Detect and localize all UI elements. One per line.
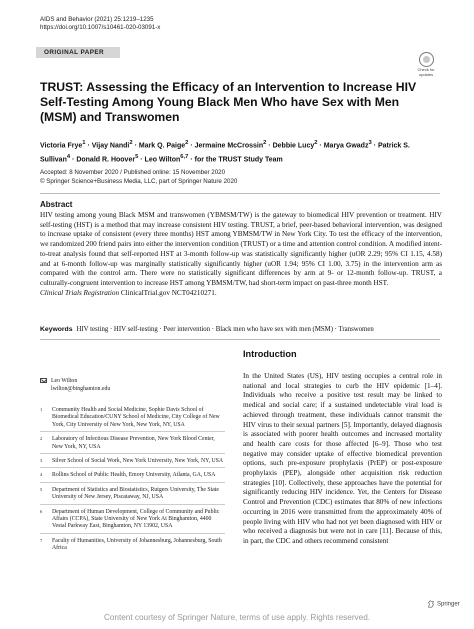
study-team: for the TRUST Study Team (194, 156, 283, 164)
check-updates-label-2: updates (418, 71, 434, 77)
publication-dates (40, 169, 237, 186)
copyright-footer: Content courtesy of Springer Nature, terms of use apply. Rights reserved. (103, 613, 371, 622)
keywords (40, 325, 442, 334)
author-name[interactable]: Vijay Nandi (91, 142, 130, 150)
affiliation-item: 5 Department of Statistics and Biostatistics, Rutgers University, The State University of New Jersey, Piscataway, NJ, USA (40, 482, 225, 502)
journal-reference (40, 16, 160, 32)
affiliation-item: 4 Rollins School of Public Health, Emory University, Atlanta, GA, USA (40, 467, 225, 479)
check-updates-label-1: Check for (417, 67, 435, 72)
divider (40, 193, 440, 194)
registration-value: ClinicalTrial.gov NCT04210271. (120, 288, 217, 297)
abstract-heading: Abstract (40, 200, 73, 209)
affiliation-item: 7 Faculty of Humanities, University of Johannesburg, Johannesburg, South Africa (40, 533, 225, 553)
contact-email[interactable]: lwilton@binghamton.edu (51, 385, 111, 392)
copyright-line: © Springer Science+Business Media, LLC, part of Springer Nature 2020 (40, 177, 238, 185)
author-name[interactable]: Patrick S. Sullivan (40, 142, 410, 164)
abstract-text: HIV testing among young Black MSM and transwomen (YBMSM/TW) is the gateway to biomedical HIV prevention or treatment. HIV self-testing (HST) is a method that may increase consistent HIV testing. TRUST, a brief, peer-based behavioral intervention, was designed to increase uptake of consistent (every three months) HST among YBMSM/TW in New York City. To test the efficacy of the intervention, we randomized 200 friend pairs into either the intervention condition (TRUST) or a time and attention control condition. A modified intent-to-treat analysis found that self-reported HST at 3-month follow-up was statistically significantly higher (uOR 2.29; 95% CI 1.15, 4.58) and at 6-month follow-up was marginally statistically significantly higher (uOR 1.94; 95% CI 1.00, 3.75) in the intervention arm as compared with the control arm. There were no statistically significant differences by arm at 9- or 12-month follow-up. TRUST, a culturally-congruent intervention to increase HST among YBMSM/TW, had short-term impact on past-three month HST. (40, 211, 442, 287)
accepted-published-line: Accepted: 8 November 2020 / Published online: 15 November 2020 (40, 169, 226, 176)
affiliation-item: 6 Department of Human Development, College of Community and Public Affairs (CCPA), State University of New York At Binghamton, 4400 Vestal Parkway East, Binghamton, NY 13902, USA (40, 504, 225, 531)
author-name[interactable]: Leo Wilton (144, 156, 181, 164)
contact-name: Leo Wilton (51, 378, 78, 384)
journal-citation: AIDS and Behavior (2021) 25:1219–1235 (40, 16, 154, 23)
author-name[interactable]: Mark Q. Paige (138, 142, 186, 150)
introduction-body: In the United States (US), HIV testing occupies a central role in national and local strategies to curb the HIV epidemic [1–4]. Individuals who receive a positive test result may be linked to medical and social care; if a sustained undetectable viral load is achieved through treatment, these individuals cannot transmit the HIV virus to their sexual partners [5]. Importantly, delayed diagnosis is associated with poorer health outcomes and increased mortality and health care costs for those affected [6–9]. Those who test negative may consider uptake of effective biomedical prevention options, such pre-exposure prophylaxis (PrEP) or post-exposure prophylaxis (PEP), alongside other acquisition risk reduction strategies [10]. Collectively, these approaches have the potential for significantly reducing HIV incidence. Yet, the Centers for Disease Control and Prevention (CDC) estimates that 80% of new infections occurring in 2016 were transmitted from the approximately 40% of people living with HIV who had not yet been diagnosed with HIV or who received a diagnosis but were not in care [11]. Because of this, in part, the CDC and others recommend consistent (243, 372, 442, 545)
springer-horse-icon (427, 600, 435, 608)
affiliation-item: 2 Laboratory of Infectious Disease Prevention, New York Blood Center, New York, NY, USA (40, 431, 225, 451)
corresponding-author (40, 378, 110, 393)
publisher-logo (427, 600, 460, 608)
keywords-value: HIV testing · HIV self-testing · Peer intervention · Black men who have sex with men (MSM) · Transwomen (76, 326, 374, 333)
affiliations (40, 403, 225, 553)
article-title: TRUST: Assessing the Efficacy of an Intervention to Increase HIV Self-Testing Among Young Black Men Who have Sex with Men (MSM) and Transwomen (40, 80, 417, 124)
author-name[interactable]: Jermaine McCrossin (194, 142, 264, 150)
check-for-updates-button[interactable] (411, 52, 441, 77)
author-name[interactable]: Debbie Lucy (272, 142, 315, 150)
affiliation-item: 1 Community Health and Social Medicine, Sophie Davis School of Biomedical Education/CUNY School of Medicine, City College of New York, City University of New York, New York, NY, USA (40, 407, 220, 428)
author-name[interactable]: Marya Gwadz (323, 142, 369, 150)
publisher-name: Springer (437, 601, 460, 608)
article-type-badge: ORIGINAL PAPER (36, 47, 120, 58)
introduction-heading: Introduction (243, 349, 297, 359)
affiliation-item: 3 Silver School of Social Work, New York University, New York, NY, USA (40, 453, 225, 465)
check-updates-icon (419, 52, 434, 67)
author-list: Victoria Frye$^1$ · Vijay Nandi$^2$ · Mark Q. Paige$^2$ · Jermaine McCrossin$^2$ · Debbie Lucy$^2$ · Marya Gwadz$^3$ · Patrick S. Sullivan$^4$ · Donald R. Hoover$^5$ · Leo Wilton$^{6,7}$ · for the TRUST Study Team (40, 140, 410, 164)
divider (40, 339, 440, 340)
keywords-label: Keywords (40, 326, 73, 333)
registration-label: Clinical Trials Registration (40, 288, 120, 297)
author-name[interactable]: Donald R. Hoover (76, 156, 136, 164)
doi-link[interactable]: https://doi.org/10.1007/s10461-020-03091-x (40, 24, 161, 31)
abstract-body (40, 211, 442, 298)
email-icon (40, 378, 47, 383)
author-name[interactable]: Victoria Frye (40, 142, 83, 150)
